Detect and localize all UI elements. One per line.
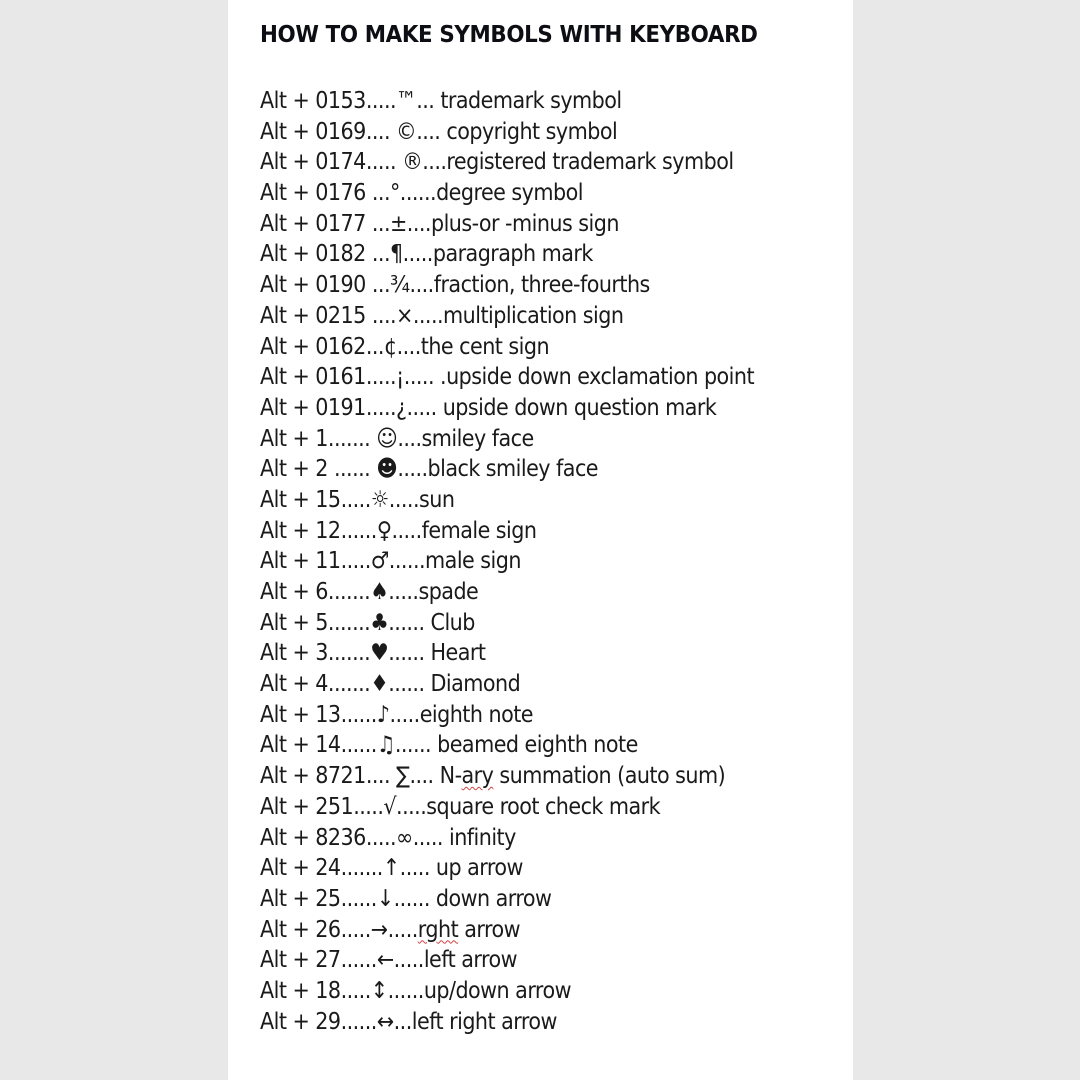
list-item [260,700,754,731]
symbol-description: left arrow [423,947,518,974]
three-fourths-icon: ¾ [389,272,410,299]
leader-dots: ..... [353,793,384,820]
shortcut-code: Alt + 1 [260,425,328,452]
leader-dots: ..... [340,486,371,513]
pilcrow-icon: ¶ [389,241,403,268]
leader-dots: ...... [394,732,438,759]
leader-dots: .... [365,302,397,329]
symbol-description: black smiley face [427,456,598,483]
shortcut-code: Alt + 29 [260,1008,341,1035]
shortcut-code: Alt + 14 [260,732,341,759]
symbol-description: .upside down exclamation point [440,364,755,391]
leader-dots: ....... [327,640,371,667]
list-item [260,454,754,485]
symbol-description: paragraph mark [432,241,593,268]
leader-dots: ..... [340,548,371,575]
registered-icon: ® [402,149,423,176]
list-item [260,546,754,577]
symbol-description: female sign [421,517,537,544]
list-item [260,270,754,301]
shortcut-code: Alt + 0215 [260,302,366,329]
sun-icon: ☼ [370,486,389,513]
leader-dots: ...... [399,180,437,207]
left-right-arrow-icon: ↔ [376,1008,394,1035]
symbol-description: upside down question mark [442,394,717,421]
infinity-icon: ∞ [396,824,413,851]
leader-dots: .... [409,763,440,790]
club-icon: ♣ [370,609,389,636]
symbol-description: square root check mark [426,793,661,820]
leader-dots: ...... [340,732,377,759]
symbol-description: N- [439,763,462,790]
leader-dots: .... [365,763,397,790]
symbol-description: beamed eighth note [437,732,638,759]
leader-dots: ..... [365,824,397,851]
leader-dots: ...... [388,671,431,698]
leader-dots: ... [365,333,384,360]
symbol-description: eighth note [419,701,533,728]
list-item [260,332,754,363]
diamond-icon: ♦ [370,671,389,698]
shortcut-code: Alt + 0182 [260,241,366,268]
list-item [260,638,754,669]
leader-dots: ..... [403,364,441,391]
leader-dots: ..... [412,302,444,329]
shortcut-code: Alt + 3 [260,640,328,667]
list-item [260,393,754,424]
leader-dots: ...... [388,609,431,636]
shortcut-code: Alt + 13 [260,701,341,728]
leader-dots: ... [365,241,390,268]
leader-dots: ....... [327,671,371,698]
list-item [260,239,754,270]
page-title: HOW TO MAKE SYMBOLS WITH KEYBOARD [260,22,758,48]
leader-dots: ... [365,210,390,237]
trademark-icon: ™ [396,88,417,114]
down-arrow-icon: ↓ [376,885,394,912]
leader-dots: .... [416,118,441,145]
symbol-description: degree symbol [436,180,583,207]
leader-dots: ..... [365,149,403,176]
leader-dots: ..... [391,517,422,544]
symbol-description: registered trademark symbol [446,149,734,176]
shortcut-code: Alt + 5 [260,609,328,636]
leader-dots: ..... [396,793,427,820]
heart-icon: ♥ [370,640,389,667]
copyright-icon: © [396,118,417,145]
shortcut-code: Alt + 0176 [260,180,366,207]
leader-dots: ..... [365,394,397,421]
list-item [260,147,754,178]
square-root-icon: √ [383,793,397,820]
list-item [260,915,754,946]
list-item [260,485,754,516]
shortcut-code: Alt + 27 [260,947,341,974]
symbol-description: multiplication sign [443,302,624,329]
shortcut-code: Alt + 4 [260,671,328,698]
list-item [260,209,754,240]
female-icon: ♀ [376,517,392,544]
symbol-description: male sign [425,548,521,575]
shortcut-code: Alt + 0153 [260,88,366,114]
list-item [260,1007,754,1038]
symbol-shortcut-list [260,86,809,1037]
symbol-description: infinity [448,824,516,851]
symbol-description: the cent sign [420,333,550,360]
leader-dots: ..... [406,394,443,421]
leader-dots: ... [365,180,390,207]
black-smiley-icon: ☻ [376,456,398,483]
up-arrow-icon: ↑ [382,855,400,882]
leader-dots: ..... [387,916,418,943]
smiley-icon: ☺ [376,425,398,452]
leader-dots: ....... [327,425,377,452]
symbol-description: Diamond [430,671,521,698]
leader-dots: ..... [412,824,449,851]
shortcut-code: Alt + 8236 [260,824,366,851]
male-icon: ♂ [370,548,389,575]
leader-dots: ...... [340,517,377,544]
shortcut-code: Alt + 15 [260,486,341,513]
leader-dots: .... [365,118,397,145]
list-item [260,608,754,639]
shortcut-code: Alt + 0174 [260,149,366,176]
list-item [260,669,754,700]
list-item [260,117,754,148]
symbol-description: plus-or -minus sign [430,210,619,237]
leader-dots: ...... [340,701,377,728]
leader-dots: .... [397,425,422,452]
spellcheck-flagged-word: rght [417,916,459,943]
leader-dots: ..... [393,947,424,974]
list-item [260,823,754,854]
symbol-description: spade [418,579,479,605]
leader-dots: ...... [340,885,377,912]
spellcheck-flagged-word: ary [461,763,494,790]
leader-dots: ...... [393,885,436,912]
symbol-description: Heart [430,640,486,667]
left-arrow-icon: ← [376,947,394,974]
symbol-description: up arrow [435,855,523,882]
shortcut-code: Alt + 251 [260,793,354,820]
shortcut-code: Alt + 0169 [260,118,366,145]
list-item [260,577,754,608]
list-item [260,86,754,117]
list-item [260,301,754,332]
degree-icon: ° [389,180,400,207]
list-item [260,945,754,976]
symbol-description: summation (auto sum) [493,763,726,790]
leader-dots: ..... [397,456,428,483]
leader-dots: ..... [402,241,433,268]
leader-dots: ... [365,272,390,299]
shortcut-code: Alt + 25 [260,885,341,912]
spade-icon: ♠ [370,579,389,605]
symbol-description: trademark symbol [434,88,622,114]
list-item [260,761,754,792]
leader-dots: ..... [365,88,397,114]
list-item [260,516,754,547]
leader-dots: ....... [340,855,383,882]
symbol-description: fraction, three-fourths [433,272,650,299]
shortcut-code: Alt + 2 [260,456,328,483]
leader-dots: ..... [389,701,420,728]
leader-dots: ..... [399,855,436,882]
leader-dots: ... [416,88,435,114]
symbol-description: left right arrow [411,1008,557,1035]
symbol-description: arrow [458,916,520,943]
list-item [260,178,754,209]
list-item [260,424,754,455]
leader-dots: ...... [387,977,424,1004]
leader-dots: .... [396,333,421,360]
shortcut-code: Alt + 8721 [260,763,366,790]
eighth-note-icon: ♪ [376,701,390,728]
leader-dots: .... [422,149,447,176]
summation-icon: ∑ [396,763,410,790]
shortcut-code: Alt + 0190 [260,272,366,299]
leader-dots: ..... [340,977,371,1004]
list-item [260,792,754,823]
leader-dots: ... [393,1008,412,1035]
shortcut-code: Alt + 26 [260,916,341,943]
beamed-eighth-note-icon: ♫ [376,732,395,759]
inverted-exclamation-icon: ¡ [396,364,404,391]
leader-dots: ...... [388,548,426,575]
leader-dots: .... [409,272,434,299]
leader-dots: ....... [327,609,371,636]
list-item [260,884,754,915]
shortcut-code: Alt + 0161 [260,364,366,391]
leader-dots: ..... [388,579,419,605]
shortcut-code: Alt + 0162 [260,333,366,360]
list-item [260,853,754,884]
shortcut-code: Alt + 11 [260,548,341,575]
shortcut-code: Alt + 0177 [260,210,366,237]
symbol-description: sun [419,486,455,513]
leader-dots: ...... [340,947,377,974]
leader-dots: ...... [388,640,431,667]
symbol-description: copyright symbol [440,118,618,145]
cent-icon: ¢ [383,333,397,360]
inverted-question-icon: ¿ [396,394,407,421]
leader-dots: ...... [340,1008,377,1035]
right-arrow-icon: → [370,916,388,943]
list-item [260,730,754,761]
leader-dots: ...... [327,456,377,483]
multiplication-icon: × [396,302,413,329]
plus-minus-icon: ± [389,210,407,237]
symbol-description: Club [430,609,475,636]
shortcut-code: Alt + 24 [260,855,341,882]
shortcut-code: Alt + 12 [260,517,341,544]
symbol-description: smiley face [421,425,534,452]
leader-dots: ..... [365,364,397,391]
leader-dots: ..... [340,916,371,943]
shortcut-code: Alt + 18 [260,977,341,1004]
list-item [260,976,754,1007]
shortcut-code: Alt + 0191 [260,394,366,421]
symbol-description: up/down arrow [423,977,571,1004]
leader-dots: ....... [327,579,371,605]
leader-dots: .... [406,210,431,237]
symbol-description: down arrow [435,885,552,912]
list-item [260,362,754,393]
up-down-arrow-icon: ↕ [370,977,388,1004]
document-page [228,0,853,1080]
leader-dots: ..... [388,486,420,513]
shortcut-code: Alt + 6 [260,579,328,605]
